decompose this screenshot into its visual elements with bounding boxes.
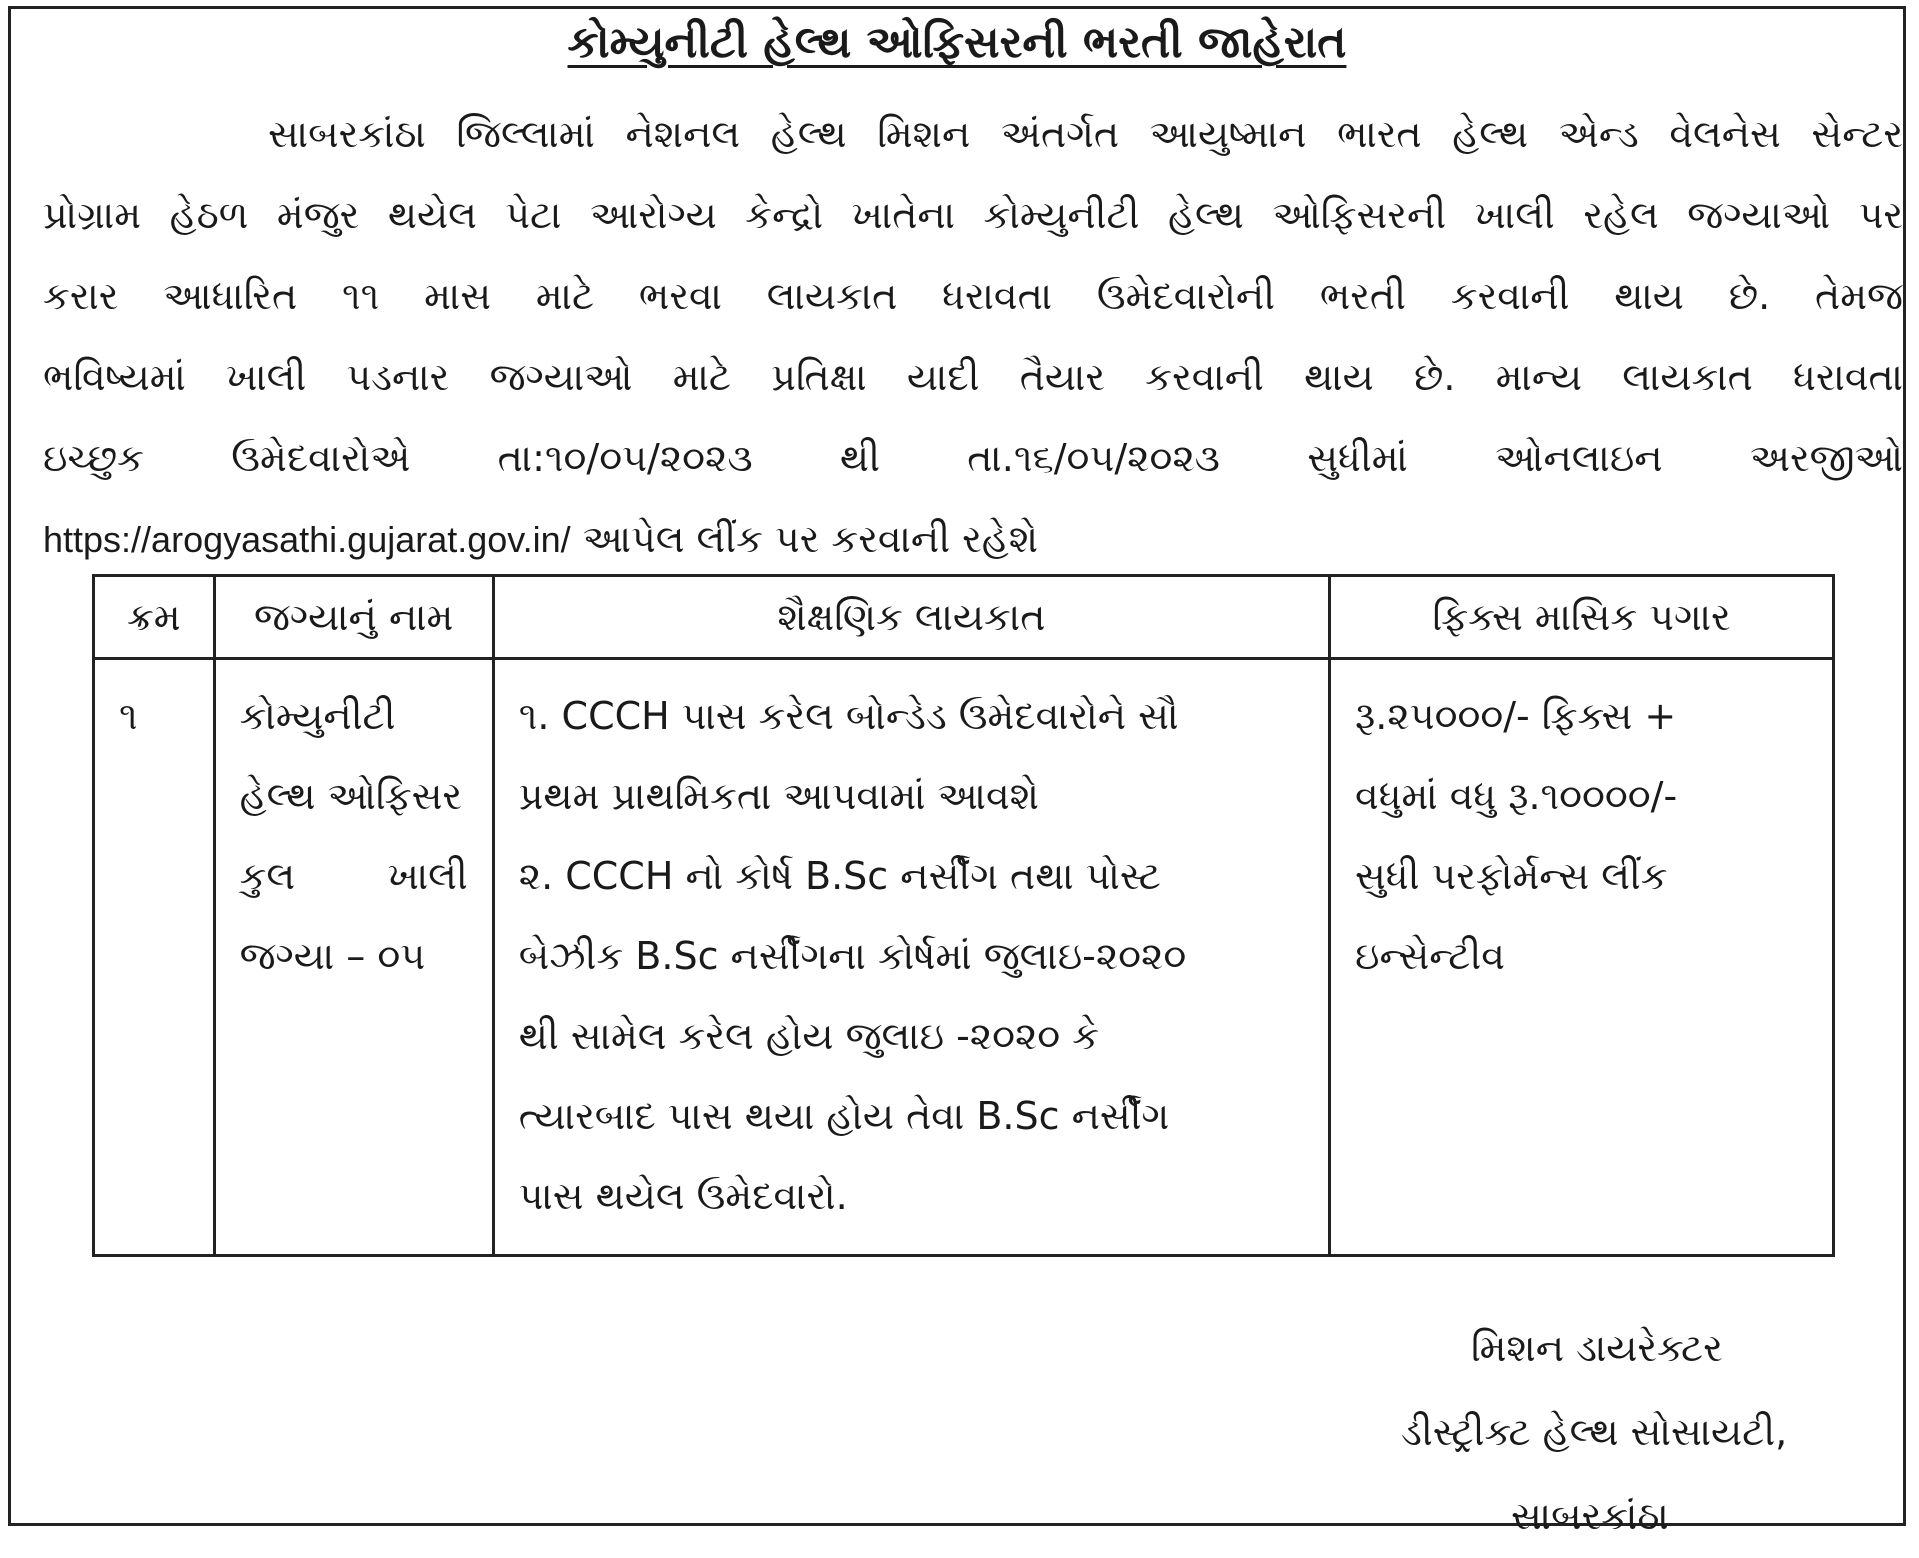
post-name-line: હેલ્થ ઓફિસર — [239, 774, 463, 818]
intro-line-6-text: આપેલ લીંક પર કરવાની રહેશે — [570, 517, 1039, 561]
intro-paragraph — [43, 94, 1903, 580]
qualification-line: ૧. CCCH પાસ કરેલ બોન્ડેડ ઉમેદવારોને સૌ — [518, 694, 1179, 738]
notice-title-text: કોમ્યુનીટી હેલ્થ ઓફિસરની ભરતી જાહેરાત — [567, 17, 1347, 68]
signature-designation: મિશન ડાયરેક્ટર — [1471, 1326, 1723, 1370]
intro-line-3: કરાર આધારિત ૧૧ માસ માટે ભરવા લાયકાત ધરાવતા ઉમેદવારોની ભરતી કરવાની થાય છે. તેમજ — [43, 274, 1903, 318]
intro-line-5: ઇચ્છુક ઉમેદવારોએ તા:૧૦/૦૫/૨૦૨૩ થી તા.૧૬/૦૫/૨૦૨૩ સુધીમાં ઓનલાઇન અરજીઓ — [43, 436, 1903, 480]
notice-title — [11, 13, 1903, 73]
header-serial: ક્રમ — [94, 576, 215, 659]
signature-organization: ડીસ્ટ્રીક્ટ હેલ્થ સોસાયટી, — [1401, 1410, 1788, 1454]
qualification-line: થી સામેલ કરેલ હોય જુલાઇ -૨૦૨૦ કે — [518, 1014, 1100, 1058]
table-header-row — [94, 576, 1834, 659]
salary-line: ઇન્સેન્ટીવ — [1355, 934, 1505, 978]
intro-line-4: ભવિષ્યમાં ખાલી પડનાર જગ્યાઓ માટે પ્રતિક્ષા યાદી તૈયાર કરવાની થાય છે. માન્ય લાયકાત ધરાવતા — [43, 355, 1903, 399]
header-qualification: શૈક્ષણિક લાયકાત — [493, 576, 1329, 659]
intro-line-1: સાબરકાંઠા જિલ્લામાં નેશનલ હેલ્થ મિશન અંતર્ગત આયુષ્માન ભારત હેલ્થ એન્ડ વેલનેસ સેન્ટર — [268, 112, 1903, 156]
cell-post-name — [214, 659, 493, 1256]
vacancy-table — [92, 574, 1835, 1257]
cell-qualification — [493, 659, 1329, 1256]
qualification-line: ૨. CCCH નો કોર્ષ B.Sc નર્સીંગ તથા પોસ્ટ — [518, 854, 1161, 898]
salary-line: સુધી પરફોર્મન્સ લીંક — [1355, 854, 1668, 898]
post-name-line — [240, 836, 468, 916]
post-name-word: કુલ — [239, 854, 296, 898]
qualification-line: ત્યારબાદ પાસ થયા હોય તેવા B.Sc નર્સીંગ — [518, 1094, 1170, 1138]
notice-frame — [8, 6, 1906, 1538]
intro-line-6 — [43, 499, 1903, 580]
table-row — [94, 659, 1834, 1256]
salary-line: વધુમાં વધુ રૂ.૧૦૦૦૦/- — [1355, 774, 1678, 818]
qualification-line: પાસ થયેલ ઉમેદવારો. — [518, 1174, 848, 1218]
cell-salary — [1330, 659, 1834, 1256]
cell-serial: ૧ — [94, 659, 215, 1256]
signature-block — [1401, 1306, 1841, 1558]
post-name-line: કોમ્યુનીટી — [239, 694, 396, 738]
header-post-name: જગ્યાનું નામ — [214, 576, 493, 659]
qualification-line: પ્રથમ પ્રાથમિકતા આપવામાં આવશે — [518, 774, 1039, 818]
qualification-line: બેઝીક B.Sc નર્સીંગના કોર્ષમાં જુલાઇ-૨૦૨૦ — [518, 934, 1187, 978]
application-url-link[interactable]: https://arogyasathi.gujarat.gov.in/ — [43, 519, 571, 560]
intro-line-2: પ્રોગ્રામ હેઠળ મંજુર થયેલ પેટા આરોગ્ય કેન્દ્રો ખાતેના કોમ્યુનીટી હેલ્થ ઓફિસરની ખાલી રહેલ જગ્યાઓ પર — [43, 193, 1903, 237]
salary-line: રૂ.૨૫૦૦૦/- ફિક્સ + — [1355, 694, 1677, 738]
header-salary: ફિક્સ માસિક પગાર — [1330, 576, 1834, 659]
signature-district: સાબરકાંઠા — [1511, 1494, 1669, 1538]
post-name-line: જગ્યા – ૦૫ — [239, 934, 426, 978]
post-name-word: ખાલી — [387, 854, 468, 898]
